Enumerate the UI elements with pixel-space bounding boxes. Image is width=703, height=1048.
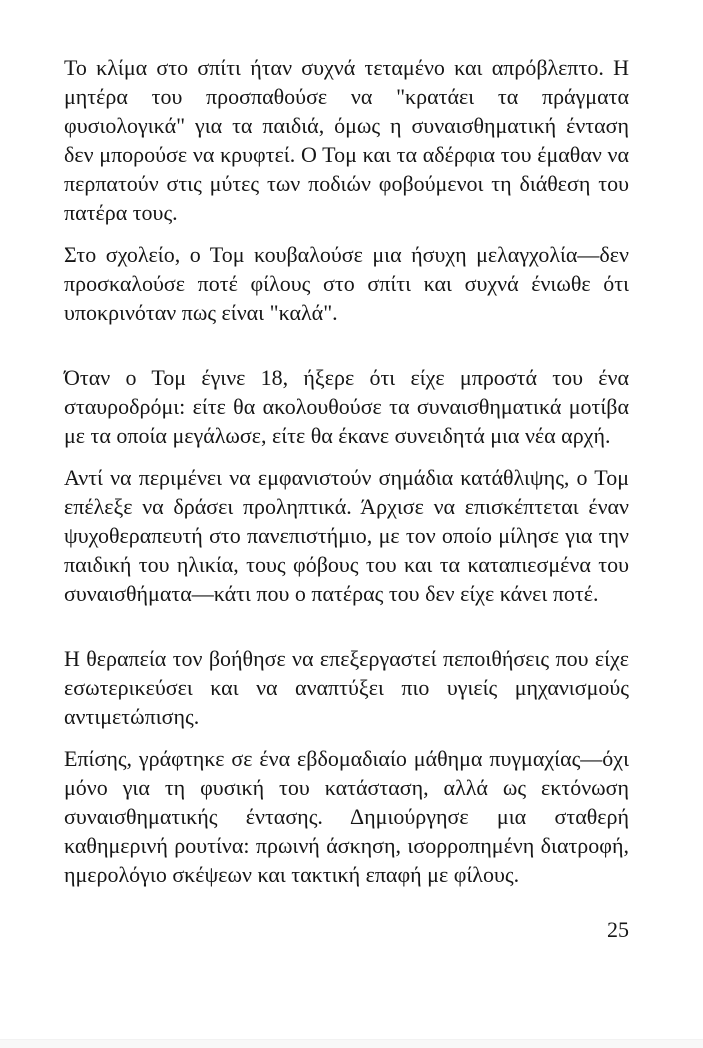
page-number: 25 [607, 917, 629, 942]
text-section-1 [64, 53, 629, 327]
paragraph: Επίσης, γράφτηκε σε ένα εβδομαδιαίο μάθημα πυγμαχίας—όχι μόνο για τη φυσική του κατάσταση, αλλά ως εκτόνωση συναισθηματικής έντασης. Δημιούργησε μια σταθερή καθημερινή ρουτίνα: πρωινή άσκηση, ισορροπημένη διατροφή, ημερολόγιο σκέψεων και τακτική επαφή με φίλους. [64, 746, 629, 887]
text-section-2 [64, 363, 629, 608]
text-section-3 [64, 644, 629, 889]
paragraph: Αντί να περιμένει να εμφανιστούν σημάδια κατάθλιψης, ο Τομ επέλεξε να δράσει προληπτικά. Άρχισε να επισκέπτεται έναν ψυχοθεραπευτή στο πανεπιστήμιο, με τον οποίο μίλησε για την παιδική του ηλικία, τους φόβους του και τα καταπιεσμένα του συναισθήματα—κάτι που ο πατέρας του δεν είχε κάνει ποτέ. [64, 465, 629, 606]
paragraph: Η θεραπεία τον βοήθησε να επεξεργαστεί πεποιθήσεις που είχε εσωτερικεύσει και να αναπτύξει πιο υγιείς μηχανισμούς αντιμετώπισης. [64, 646, 629, 729]
paragraph: Όταν ο Τομ έγινε 18, ήξερε ότι είχε μπροστά του ένα σταυροδρόμι: είτε θα ακολουθούσε τα συναισθηματικά μοτίβα με τα οποία μεγάλωσε, είτε θα έκανε συνειδητά μια νέα αρχή. [64, 365, 629, 448]
paragraph: Στο σχολείο, ο Τομ κουβαλούσε μια ήσυχη μελαγχολία—δεν προσκαλούσε ποτέ φίλους στο σπίτι και συχνά ένιωθε ότι υποκρινόταν πως είναι "καλά". [64, 242, 629, 325]
page-bottom-edge [0, 1039, 703, 1048]
paragraph: Το κλίμα στο σπίτι ήταν συχνά τεταμένο και απρόβλεπτο. Η μητέρα του προσπαθούσε να "κρατάει τα πράγματα φυσιολογικά" για τα παιδιά, όμως η συναισθηματική ένταση δεν μπορούσε να κρυφτεί. Ο Τομ και τα αδέρφια του έμαθαν να περπατούν στις μύτες των ποδιών φοβούμενοι τη διάθεση του πατέρα τους. [64, 55, 629, 225]
